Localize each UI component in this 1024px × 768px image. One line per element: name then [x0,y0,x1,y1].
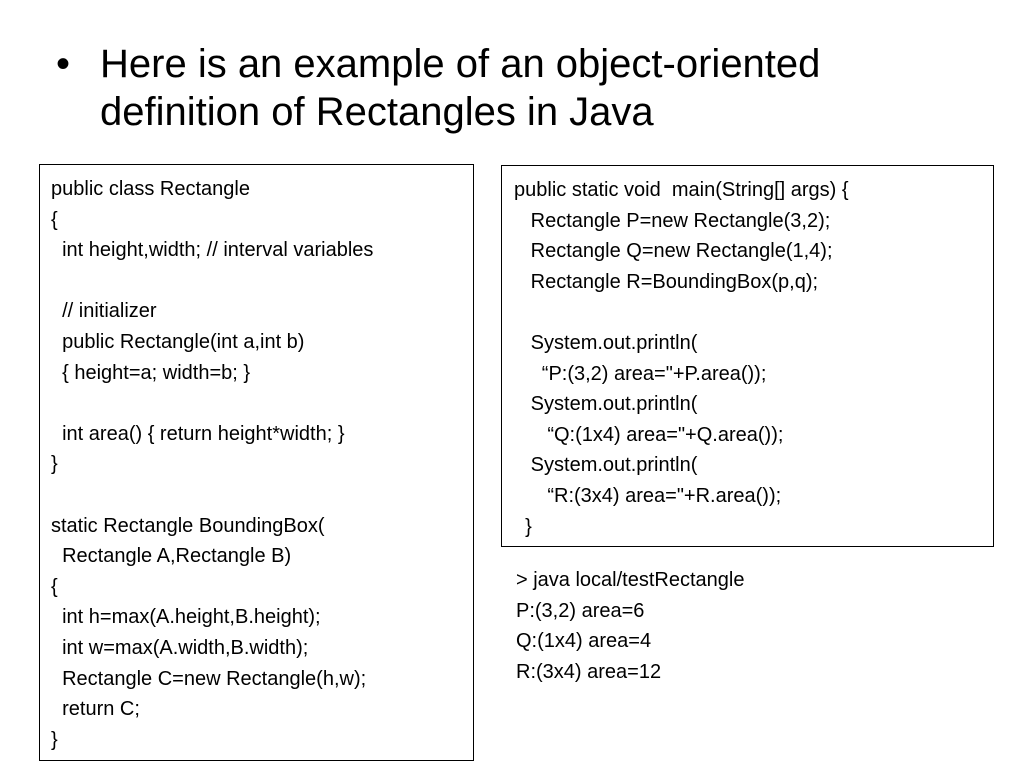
main-method-code-box [501,165,994,547]
code-line: static Rectangle BoundingBox( [51,514,325,537]
code-line: return C; [51,698,140,721]
code-line: “R:(3x4) area="+R.area()); [514,484,782,507]
code-line [51,266,463,297]
code-line: int area() { return height*width; } [51,422,345,445]
output-line: P:(3,2) area=6 [516,599,645,622]
code-line: System.out.println( [514,331,698,354]
program-output [516,565,976,687]
output-line: R:(3x4) area=12 [516,660,662,683]
output-line: > java local/testRectangle [516,569,745,591]
code-line: // initializer [51,300,157,323]
code-line: { height=a; width=b; } [51,361,251,384]
code-line: { [51,575,58,598]
code-line: “P:(3,2) area="+P.area()); [514,362,767,385]
code-line: int height,width; // interval variables [51,239,374,262]
code-line [51,480,463,511]
code-line: } [51,728,58,751]
rectangle-class-code-box [39,164,474,761]
code-line: } [514,515,532,538]
code-line: Rectangle R=BoundingBox(p,q); [514,270,819,293]
code-line: int h=max(A.height,B.height); [51,606,321,629]
title-text [100,40,960,136]
code-line: System.out.println( [514,454,698,477]
code-line: Rectangle P=new Rectangle(3,2); [514,209,831,232]
code-line: Rectangle A,Rectangle B) [51,545,292,568]
code-line: public static void main(String[] args) { [514,179,849,201]
code-line: Rectangle C=new Rectangle(h,w); [51,667,367,690]
title-line-1: Here is an example of an object-oriented [100,42,821,86]
code-line: Rectangle Q=new Rectangle(1,4); [514,240,833,263]
title-line-2: definition of Rectangles in Java [100,90,654,134]
slide-title [56,40,976,136]
code-line: int w=max(A.width,B.width); [51,636,309,659]
code-line: public class Rectangle [51,178,250,200]
code-line: System.out.println( [514,393,698,416]
bullet-icon: • [56,42,71,86]
code-line [51,388,463,419]
code-line: “Q:(1x4) area="+Q.area()); [514,423,784,446]
code-line [514,297,983,328]
code-line: } [51,453,58,476]
output-line: Q:(1x4) area=4 [516,630,652,653]
code-line: public Rectangle(int a,int b) [51,330,305,353]
code-line: { [51,208,58,231]
